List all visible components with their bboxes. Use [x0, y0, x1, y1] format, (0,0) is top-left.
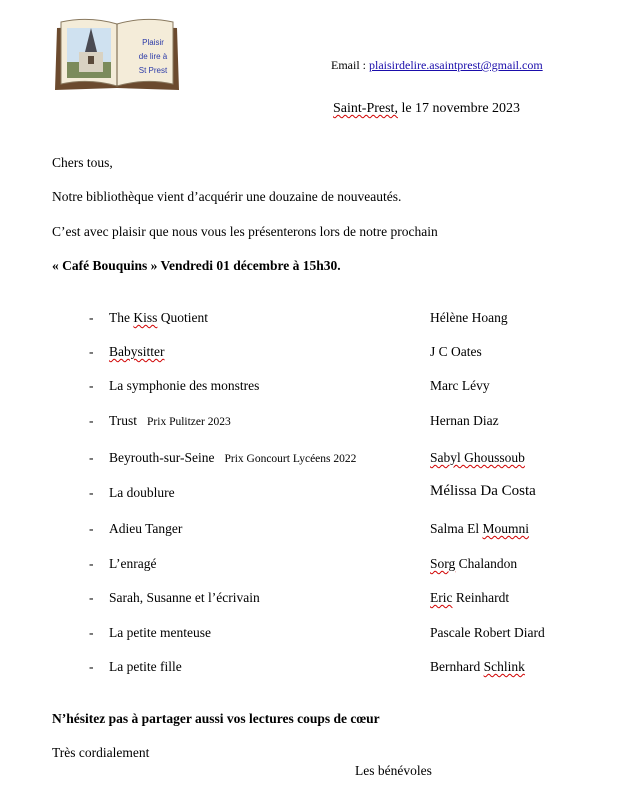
- closing-salutation: Très cordialement: [52, 745, 150, 760]
- bullet-dash: -: [89, 378, 94, 393]
- email-link[interactable]: plaisirdelire.asaintprest@gmail.com: [369, 58, 543, 72]
- book-title: [109, 413, 231, 429]
- book-title-text: La symphonie des monstres: [109, 378, 260, 393]
- signature: Les bénévoles: [355, 763, 432, 778]
- logo-line: Plaisir: [142, 38, 164, 47]
- book-title-text: Trust: [109, 413, 138, 428]
- book-title: [109, 378, 259, 394]
- book-title-text: La doublure: [109, 485, 175, 500]
- greeting: Chers tous,: [52, 155, 113, 170]
- book-author: Mélissa Da Costa: [430, 483, 536, 499]
- date-text: le 17 novembre 2023: [397, 101, 521, 116]
- book-author: Bernhard Schlink: [430, 659, 525, 674]
- book-author: Hélène Hoang: [430, 310, 508, 325]
- presentation-paragraph: C’est avec plaisir que nous vous les présenterons lors de notre prochain: [52, 224, 438, 239]
- bullet-dash: -: [89, 310, 94, 325]
- book-title-text: Beyrouth-sur-Seine: [109, 450, 215, 465]
- book-list-item: [0, 378, 620, 398]
- book-author: Eric Reinhardt: [430, 590, 510, 605]
- book-list-item: [0, 413, 620, 433]
- book-list-item: [0, 450, 620, 470]
- book-title: [109, 556, 156, 572]
- book-title-text: The Kiss Quotient: [109, 310, 209, 325]
- book-title-text: La petite menteuse: [109, 625, 211, 640]
- book-author: Hernan Diaz: [430, 413, 499, 428]
- book-title-text: Sarah, Susanne et l’écrivain: [109, 590, 260, 605]
- book-title-text: La petite fille: [109, 659, 182, 674]
- book-title: [109, 625, 211, 641]
- event-announcement: « Café Bouquins » Vendredi 01 décembre à 15h30.: [52, 258, 341, 273]
- bullet-dash: -: [89, 450, 94, 465]
- book-list-item: [0, 521, 620, 541]
- book-title: [109, 450, 356, 466]
- bullet-dash: -: [89, 659, 94, 674]
- book-prize: Prix Pulitzer 2023: [147, 416, 231, 428]
- book-list-item: [0, 310, 620, 330]
- book-title-text: Babysitter: [109, 344, 165, 359]
- book-author: Pascale Robert Diard: [430, 625, 545, 640]
- logo-line: de lire à: [138, 52, 168, 61]
- book-list-item: [0, 485, 620, 505]
- book-prize: Prix Goncourt Lycéens 2022: [224, 453, 357, 465]
- place-name: Saint-Prest,: [333, 101, 398, 116]
- intro-paragraph: Notre bibliothèque vient d’acquérir une douzaine de nouveautés.: [52, 189, 402, 204]
- bullet-dash: -: [89, 625, 94, 640]
- book-title-text: L’enragé: [109, 556, 157, 571]
- book-author: Salma El Moumni: [430, 521, 530, 536]
- library-logo: [55, 14, 180, 92]
- logo-line: St Prest: [138, 66, 168, 75]
- email-label: Email :: [331, 58, 369, 72]
- book-title: [109, 659, 182, 675]
- book-author: J C Oates: [430, 344, 482, 359]
- book-list-item: [0, 556, 620, 576]
- book-list-item: [0, 590, 620, 610]
- book-author: Marc Lévy: [430, 378, 490, 393]
- book-title: [109, 344, 165, 360]
- bullet-dash: -: [89, 485, 94, 500]
- closing-call-to-action: N’hésitez pas à partager aussi vos lectures coups de cœur: [52, 711, 380, 726]
- book-list-item: [0, 625, 620, 645]
- bullet-dash: -: [89, 521, 94, 536]
- bullet-dash: -: [89, 413, 94, 428]
- book-author: Sorg Chalandon: [430, 556, 518, 571]
- book-title: [109, 590, 260, 606]
- book-list-item: [0, 659, 620, 679]
- book-title-text: Adieu Tanger: [109, 521, 183, 536]
- book-author: Sabyl Ghoussoub: [430, 450, 525, 465]
- bullet-dash: -: [89, 556, 94, 571]
- bullet-dash: -: [89, 590, 94, 605]
- bullet-dash: -: [89, 344, 94, 359]
- email-line: [331, 58, 543, 73]
- place-date: [333, 101, 520, 117]
- book-title: [109, 521, 182, 537]
- logo-text: [125, 36, 181, 78]
- book-list-item: [0, 344, 620, 364]
- book-title: [109, 485, 175, 501]
- book-title: [109, 310, 208, 326]
